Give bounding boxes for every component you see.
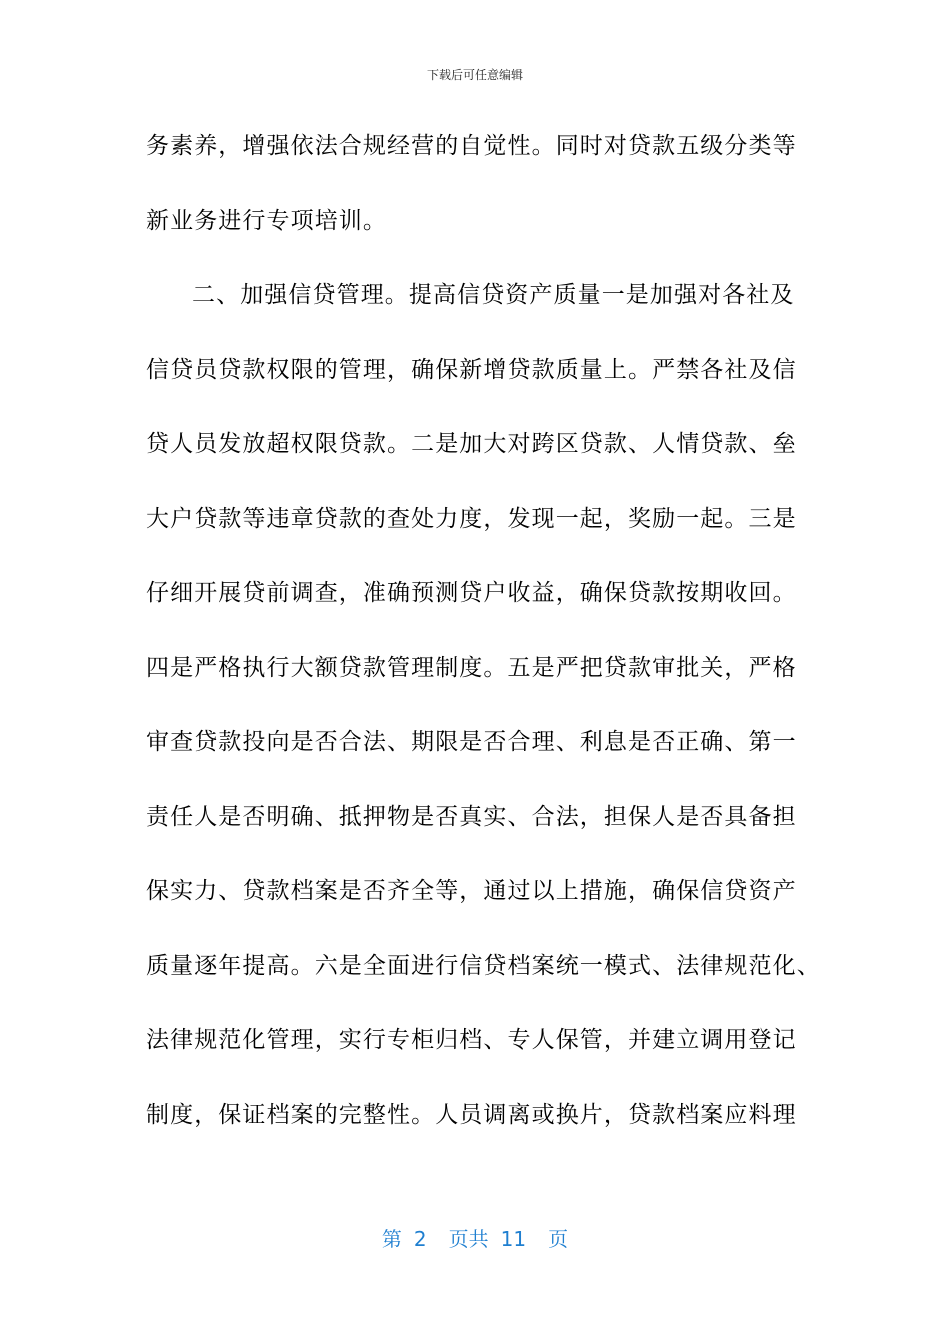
text-line: 信贷员贷款权限的管理，确保新增贷款质量上。严禁各社及信 xyxy=(146,356,797,383)
footer-suffix: 页 xyxy=(548,1227,569,1251)
text-line: 仔细开展贷前调查，准确预测贷户收益，确保贷款按期收回。 xyxy=(146,580,797,606)
page-header-note: 下载后可任意编辑 xyxy=(426,68,523,82)
footer-middle: 页共 xyxy=(448,1227,489,1251)
text-line: 制度，保证档案的完整性。人员调离或换片，贷款档案应料理 xyxy=(146,1101,797,1128)
text-line: 质量逐年提高。六是全面进行信贷档案统一模式、法律规范化、 xyxy=(146,952,821,979)
document-body xyxy=(146,124,821,1167)
text-line: 保实力、贷款档案是否齐全等，通过以上措施，确保信贷资产 xyxy=(146,878,797,904)
text-line: 四是严格执行大额贷款管理制度。五是严把贷款审批关，严格 xyxy=(146,654,797,681)
text-line: 新业务进行专项培训。 xyxy=(146,207,387,234)
text-line: 责任人是否明确、抵押物是否真实、合法，担保人是否具备担 xyxy=(146,803,797,830)
text-line: 法律规范化管理，实行专柜归档、专人保管，并建立调用登记 xyxy=(146,1027,797,1053)
text-line: 审查贷款投向是否合法、期限是否合理、利息是否正确、第一 xyxy=(146,729,797,755)
footer-page-number: 2 xyxy=(413,1227,427,1251)
text-line: 大户贷款等违章贷款的查处力度，发现一起，奖励一起。三是 xyxy=(146,505,797,532)
text-line: 贷人员发放超权限贷款。二是加大对跨区贷款、人情贷款、垒 xyxy=(146,431,797,457)
footer-total-pages: 11 xyxy=(500,1227,527,1251)
paragraph-start-line: 二、加强信贷管理。提高信贷资产质量一是加强对各社及 xyxy=(192,282,795,308)
text-line: 务素养，增强依法合规经营的自觉性。同时对贷款五级分类等 xyxy=(146,133,797,159)
footer-prefix: 第 xyxy=(381,1227,402,1251)
page-footer xyxy=(0,1225,950,1253)
